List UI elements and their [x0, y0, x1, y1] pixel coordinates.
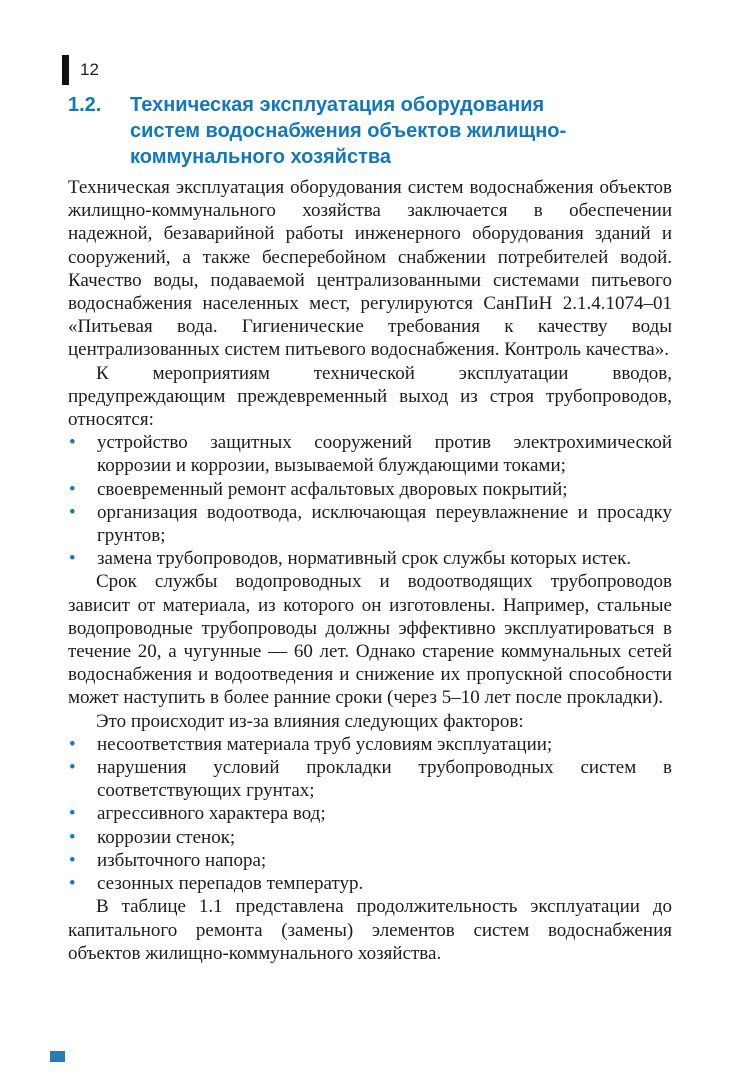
- bullet-icon: •: [69, 873, 76, 895]
- paragraph-service-life: Срок службы водопроводных и водоотводящих трубопроводов зависит от материала, из которого он изготовлены. Например, стальные водопроводные трубопроводы должны эффективно эксплуатироваться в течение 20, а чугунные — 60 лет. Однако старение коммунальных сетей водоснабжения и водоотведения и снижение их пропускной способности может наступить в более ранние сроки (через 5–10 лет после прокладки).: [68, 571, 672, 709]
- body-text: [68, 176, 672, 965]
- page-number-bar: [62, 55, 69, 85]
- list-item-text: своевременный ремонт асфальтовых дворовых покрытий;: [97, 478, 568, 500]
- paragraph-factors-lead: Это происходит из-за влияния следующих факторов:: [96, 710, 524, 732]
- bullet-icon: •: [69, 733, 76, 755]
- list-item: [68, 501, 672, 547]
- section-heading: [68, 92, 580, 170]
- list-item: [68, 802, 672, 825]
- bullet-icon: •: [69, 757, 76, 779]
- list-item: [68, 849, 672, 872]
- list-item-text: нарушения условий прокладки трубопроводных систем в соответствующих грунтах;: [97, 757, 672, 802]
- bullet-icon: •: [69, 478, 76, 500]
- list-item-text: избыточного напора;: [97, 849, 267, 871]
- list-item: [68, 872, 672, 895]
- bullet-icon: •: [69, 501, 76, 523]
- list-item-text: замена трубопроводов, нормативный срок службы которых истек.: [97, 548, 632, 570]
- bullet-icon: •: [69, 803, 76, 825]
- list-item: [68, 547, 672, 570]
- list-item: [68, 478, 672, 501]
- page-corner-mark: [50, 1051, 65, 1062]
- page-marker: [62, 55, 99, 85]
- list-item: [68, 733, 672, 756]
- page-number: 12: [80, 60, 99, 79]
- section-title: Техническая эксплуатация оборудования систем водоснабжения объектов жилищно-коммунального хозяйства: [130, 94, 567, 168]
- bullet-icon: •: [69, 432, 76, 454]
- list-item-text: организация водоотвода, исключающая переувлажнение и просадку грунтов;: [97, 501, 672, 547]
- list-item-text: сезонных перепадов температур.: [97, 873, 364, 895]
- list-item-text: несоответствия материала труб условиям эксплуатации;: [97, 733, 553, 755]
- list-item: [68, 431, 672, 477]
- paragraph-intro: Техническая эксплуатация оборудования систем водоснабжения объектов жилищно-коммунального хозяйства заключается в обеспечении надежной, безаварийной работы инженерного оборудования зданий и сооружений, а также бесперебойном снабжении потребителей водой. Качество воды, подаваемой централизованными системами питьевого водоснабжения населенных мест, регулируются СанПиН 2.1.4.1074–01 «Питьевая вода. Гигиенические требования к качеству воды централизованных систем питьевого водоснабжения. Контроль качества».: [68, 177, 672, 361]
- paragraph-table-ref: В таблице 1.1 представлена продолжительность эксплуатации до капитального ремонта (замены) элементов систем водоснабжения объектов жилищно-коммунального хозяйства.: [68, 896, 672, 964]
- paragraph-measures-lead: К мероприятиям технической эксплуатации вводов, предупреждающим преждевременный выход из строя трубопроводов, относятся:: [68, 362, 672, 431]
- list-item: [68, 756, 672, 802]
- list-prevention-measures: [68, 431, 672, 570]
- bullet-icon: •: [69, 548, 76, 570]
- list-item: [68, 826, 672, 849]
- list-aging-factors: [68, 733, 672, 895]
- list-item-text: агрессивного характера вод;: [97, 803, 326, 825]
- list-item-text: устройство защитных сооружений против электрохимической коррозии и коррозии, вызываемой блуждающими токами;: [97, 432, 672, 477]
- list-item-text: коррозии стенок;: [97, 826, 236, 848]
- bullet-icon: •: [69, 826, 76, 848]
- bullet-icon: •: [69, 849, 76, 871]
- section-number: 1.2.: [68, 94, 102, 116]
